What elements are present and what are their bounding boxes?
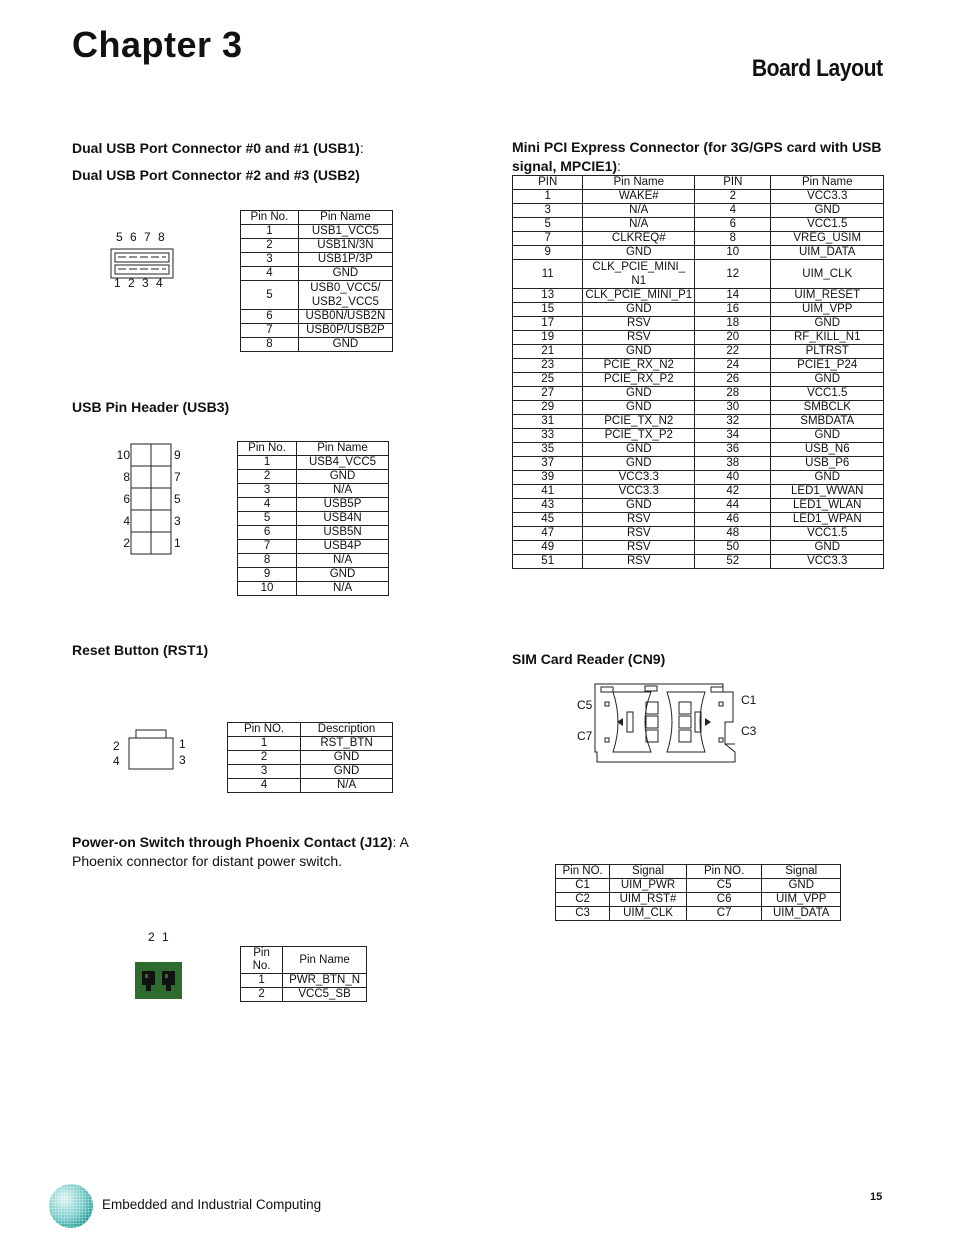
table-cell: RSV	[583, 513, 695, 527]
j12-pin-label: 2 1	[148, 930, 171, 944]
table-cell: 1	[241, 225, 299, 239]
table-cell: GND	[298, 267, 392, 281]
table-row	[513, 303, 884, 317]
table-cell: 11	[513, 260, 583, 289]
table-header-row	[556, 865, 841, 879]
table-cell: USB4P	[297, 540, 389, 554]
table-row	[513, 204, 884, 218]
table-row	[241, 253, 393, 267]
company-logo-icon	[48, 1183, 94, 1229]
table-cell: 43	[513, 499, 583, 513]
table-cell: CLKREQ#	[583, 232, 695, 246]
table-cell: 5	[513, 218, 583, 232]
table-cell: UIM_RST#	[610, 893, 687, 907]
table-cell: 4	[228, 779, 301, 793]
table-cell: WAKE#	[583, 190, 695, 204]
table-row	[238, 470, 389, 484]
table-cell: PCIE_TX_N2	[583, 415, 695, 429]
table-cell: 21	[513, 345, 583, 359]
mpcie-pin-table	[512, 175, 884, 569]
phoenix-connector-diagram	[135, 962, 183, 1000]
table-header-cell: Pin No.	[238, 442, 297, 456]
table-cell: LED1_WPAN	[771, 513, 884, 527]
table-cell: 3	[238, 484, 297, 498]
usb12-top-pins: 5 6 7 8	[116, 230, 167, 244]
table-header-row	[238, 442, 389, 456]
table-cell: 7	[513, 232, 583, 246]
table-cell: GND	[583, 345, 695, 359]
table-row	[513, 443, 884, 457]
table-cell: USB0_VCC5/ USB2_VCC5	[298, 281, 392, 310]
table-row	[513, 457, 884, 471]
table-cell: 3	[241, 253, 299, 267]
j12-pin-table	[240, 946, 367, 1002]
table-header-cell: Pin Name	[583, 176, 695, 190]
table-cell: PCIE1_P24	[771, 359, 884, 373]
table-cell: 3	[228, 765, 301, 779]
table-cell: 4	[241, 267, 299, 281]
sim-pin-table	[555, 864, 841, 921]
table-cell: UIM_CLK	[771, 260, 884, 289]
table-header-cell: Pin NO.	[228, 723, 301, 737]
usb12-bottom-pins: 1 2 3 4	[114, 276, 165, 290]
table-cell: 12	[695, 260, 771, 289]
table-cell: 39	[513, 471, 583, 485]
table-cell: 50	[695, 541, 771, 555]
table-row	[513, 359, 884, 373]
table-cell: C5	[686, 879, 762, 893]
table-cell: N/A	[583, 218, 695, 232]
table-cell: 29	[513, 401, 583, 415]
table-header-cell: Description	[301, 723, 393, 737]
table-header-cell: Pin Name	[771, 176, 884, 190]
table-cell: 38	[695, 457, 771, 471]
table-row	[241, 974, 367, 988]
table-row	[241, 338, 393, 352]
table-cell: N/A	[583, 204, 695, 218]
table-cell: 20	[695, 331, 771, 345]
table-cell: USB5P	[297, 498, 389, 512]
table-cell: 5	[238, 512, 297, 526]
usb3-pin-label: 10	[116, 448, 130, 462]
table-cell: LED1_WLAN	[771, 499, 884, 513]
table-row	[228, 751, 393, 765]
table-cell: 41	[513, 485, 583, 499]
table-header-row	[228, 723, 393, 737]
table-cell: 23	[513, 359, 583, 373]
sim-card-reader-diagram	[593, 682, 739, 764]
table-cell: 49	[513, 541, 583, 555]
table-cell: C3	[556, 907, 610, 921]
table-cell: SMBDATA	[771, 415, 884, 429]
sim-label-c1: C1	[741, 693, 757, 707]
table-row	[513, 260, 884, 289]
usb3-pin-label: 8	[123, 470, 130, 484]
table-cell: 10	[695, 246, 771, 260]
table-row	[513, 471, 884, 485]
table-cell: 26	[695, 373, 771, 387]
table-cell: GND	[583, 401, 695, 415]
table-cell: USB_N6	[771, 443, 884, 457]
table-cell: GND	[301, 765, 393, 779]
table-cell: N/A	[297, 582, 389, 596]
table-cell: USB_P6	[771, 457, 884, 471]
table-cell: 13	[513, 289, 583, 303]
table-cell: N/A	[301, 779, 393, 793]
table-cell: 19	[513, 331, 583, 345]
table-cell: 22	[695, 345, 771, 359]
table-cell: 34	[695, 429, 771, 443]
usb3-left-pins	[116, 444, 130, 554]
table-cell: 3	[513, 204, 583, 218]
table-row	[513, 331, 884, 345]
table-cell: UIM_VPP	[762, 893, 841, 907]
j12-paragraph: Power-on Switch through Phoenix Contact (J12): A Phoenix connector for distant power switch.	[72, 834, 409, 869]
table-row	[513, 345, 884, 359]
table-cell: VCC3.3	[771, 190, 884, 204]
table-cell: 24	[695, 359, 771, 373]
table-row	[238, 554, 389, 568]
usb3-pin-label: 3	[174, 514, 181, 528]
table-row	[238, 568, 389, 582]
table-cell: PCIE_RX_N2	[583, 359, 695, 373]
table-cell: GND	[297, 568, 389, 582]
table-cell: C2	[556, 893, 610, 907]
table-cell: SMBCLK	[771, 401, 884, 415]
table-cell: 7	[241, 324, 299, 338]
table-cell: 36	[695, 443, 771, 457]
table-cell: 28	[695, 387, 771, 401]
table-cell: USB0P/USB2P	[298, 324, 392, 338]
table-cell: 35	[513, 443, 583, 457]
table-cell: 1	[238, 456, 297, 470]
table-cell: 46	[695, 513, 771, 527]
table-cell: RSV	[583, 317, 695, 331]
footer-text: Embedded and Industrial Computing	[102, 1197, 322, 1212]
table-row	[513, 387, 884, 401]
table-cell: 33	[513, 429, 583, 443]
table-row	[241, 310, 393, 324]
table-cell: GND	[298, 338, 392, 352]
table-header-cell: Pin NO.	[686, 865, 762, 879]
table-cell: USB5N	[297, 526, 389, 540]
table-cell: USB1N/3N	[298, 239, 392, 253]
table-cell: 44	[695, 499, 771, 513]
table-row	[513, 541, 884, 555]
table-row	[513, 317, 884, 331]
table-row	[556, 879, 841, 893]
table-cell: 40	[695, 471, 771, 485]
table-cell: 16	[695, 303, 771, 317]
table-cell: 8	[695, 232, 771, 246]
table-cell: GND	[771, 429, 884, 443]
table-cell: RSV	[583, 541, 695, 555]
table-cell: 31	[513, 415, 583, 429]
section-title: Board Layout	[752, 55, 883, 82]
table-row	[241, 239, 393, 253]
table-row	[556, 907, 841, 921]
table-row	[513, 289, 884, 303]
table-cell: UIM_PWR	[610, 879, 687, 893]
table-cell: C7	[686, 907, 762, 921]
table-cell: VCC3.3	[771, 555, 884, 569]
usb3-pin-label: 2	[123, 536, 130, 550]
table-cell: 15	[513, 303, 583, 317]
table-row	[238, 582, 389, 596]
table-cell: UIM_VPP	[771, 303, 884, 317]
usb3-pin-label: 5	[174, 492, 181, 506]
table-cell: PCIE_TX_P2	[583, 429, 695, 443]
table-cell: 42	[695, 485, 771, 499]
table-cell: GND	[762, 879, 841, 893]
table-cell: RF_KILL_N1	[771, 331, 884, 345]
table-cell: GND	[583, 303, 695, 317]
table-row	[238, 484, 389, 498]
table-cell: GND	[771, 317, 884, 331]
usb2-heading: Dual USB Port Connector #2 and #3 (USB2)	[72, 167, 360, 183]
table-cell: 48	[695, 527, 771, 541]
table-header-cell: PIN	[695, 176, 771, 190]
table-cell: 25	[513, 373, 583, 387]
table-cell: GND	[583, 443, 695, 457]
table-row	[241, 267, 393, 281]
table-cell: 5	[241, 281, 299, 310]
table-cell: GND	[771, 373, 884, 387]
table-row	[238, 526, 389, 540]
sim-label-c3: C3	[741, 724, 757, 738]
table-row	[513, 373, 884, 387]
table-cell: PWR_BTN_N	[283, 974, 367, 988]
sim-heading: SIM Card Reader (CN9)	[512, 651, 666, 667]
table-cell: UIM_CLK	[610, 907, 687, 921]
table-row	[513, 527, 884, 541]
table-cell: UIM_RESET	[771, 289, 884, 303]
rst1-pin-label: 3	[179, 753, 186, 767]
table-cell: 1	[513, 190, 583, 204]
table-cell: 17	[513, 317, 583, 331]
table-cell: GND	[583, 387, 695, 401]
table-header-cell: Signal	[762, 865, 841, 879]
table-cell: 8	[238, 554, 297, 568]
table-cell: 2	[241, 239, 299, 253]
table-cell: VCC3.3	[583, 485, 695, 499]
table-cell: RSV	[583, 527, 695, 541]
table-cell: USB4N	[297, 512, 389, 526]
table-cell: 1	[228, 737, 301, 751]
table-cell: VREG_USIM	[771, 232, 884, 246]
reset-button-diagram	[128, 729, 176, 771]
table-cell: 6	[241, 310, 299, 324]
table-row	[513, 218, 884, 232]
table-cell: VCC1.5	[771, 527, 884, 541]
chapter-title: Chapter 3	[72, 24, 243, 65]
table-cell: VCC3.3	[583, 471, 695, 485]
table-cell: USB1_VCC5	[298, 225, 392, 239]
table-header-row	[241, 947, 367, 974]
table-cell: USB1P/3P	[298, 253, 392, 267]
table-cell: 1	[241, 974, 283, 988]
table-cell: PCIE_RX_P2	[583, 373, 695, 387]
table-row	[241, 324, 393, 338]
table-cell: 27	[513, 387, 583, 401]
table-row	[238, 512, 389, 526]
table-cell: N/A	[297, 484, 389, 498]
usb3-header-diagram	[130, 443, 172, 555]
table-row	[513, 555, 884, 569]
table-header-row	[241, 211, 393, 225]
table-row	[241, 281, 393, 310]
table-header-cell: Pin Name	[283, 947, 367, 974]
table-cell: GND	[583, 246, 695, 260]
table-row	[513, 415, 884, 429]
table-row	[556, 893, 841, 907]
rst1-pin-label: 1	[179, 737, 186, 751]
table-cell: GND	[297, 470, 389, 484]
table-cell: 9	[513, 246, 583, 260]
table-cell: UIM_DATA	[771, 246, 884, 260]
table-cell: VCC5_SB	[283, 988, 367, 1002]
table-cell: N/A	[297, 554, 389, 568]
table-row	[513, 246, 884, 260]
table-header-cell: Pin NO.	[556, 865, 610, 879]
usb3-pin-label: 6	[123, 492, 130, 506]
sim-label-c5: C5	[577, 698, 593, 712]
table-cell: GND	[301, 751, 393, 765]
table-row	[513, 499, 884, 513]
table-cell: 2	[228, 751, 301, 765]
table-cell: C6	[686, 893, 762, 907]
table-header-cell: Pin Name	[297, 442, 389, 456]
table-cell: VCC1.5	[771, 387, 884, 401]
usb3-pin-label: 4	[123, 514, 130, 528]
table-header-cell: Pin Name	[298, 211, 392, 225]
rst1-pin-label: 4	[113, 754, 120, 768]
table-row	[513, 429, 884, 443]
table-row	[238, 540, 389, 554]
usb3-heading: USB Pin Header (USB3)	[72, 399, 230, 415]
table-cell: 18	[695, 317, 771, 331]
table-cell: 4	[695, 204, 771, 218]
table-row	[238, 456, 389, 470]
usb1-heading: Dual USB Port Connector #0 and #1 (USB1):	[72, 140, 364, 156]
usb3-pin-label: 9	[174, 448, 181, 462]
table-row	[513, 190, 884, 204]
table-header-cell: Pin No.	[241, 211, 299, 225]
usb3-pin-label: 7	[174, 470, 181, 484]
table-cell: 7	[238, 540, 297, 554]
table-cell: 2	[238, 470, 297, 484]
rst1-pin-table	[227, 722, 393, 793]
table-cell: USB0N/USB2N	[298, 310, 392, 324]
table-row	[241, 225, 393, 239]
table-row	[228, 737, 393, 751]
sim-label-c7: C7	[577, 729, 593, 743]
table-cell: GND	[583, 457, 695, 471]
table-row	[513, 513, 884, 527]
mpcie-heading: Mini PCI Express Connector (for 3G/GPS card with USB signal, MPCIE1):	[512, 139, 882, 174]
table-cell: GND	[771, 471, 884, 485]
table-cell: GND	[583, 499, 695, 513]
table-cell: UIM_DATA	[762, 907, 841, 921]
usb3-pin-table	[237, 441, 389, 596]
table-cell: 6	[238, 526, 297, 540]
table-header-cell: Pin No.	[241, 947, 283, 974]
table-row	[238, 498, 389, 512]
table-cell: 30	[695, 401, 771, 415]
usb3-pin-label: 1	[174, 536, 181, 550]
table-cell: 32	[695, 415, 771, 429]
table-cell: CLK_PCIE_MINI_P1	[583, 289, 695, 303]
table-cell: 4	[238, 498, 297, 512]
table-row	[241, 988, 367, 1002]
table-cell: 2	[695, 190, 771, 204]
table-cell: CLK_PCIE_MINI_ N1	[583, 260, 695, 289]
table-row	[228, 779, 393, 793]
table-row	[228, 765, 393, 779]
table-cell: VCC1.5	[771, 218, 884, 232]
table-cell: RSV	[583, 331, 695, 345]
rst1-heading: Reset Button (RST1)	[72, 642, 209, 658]
table-row	[513, 232, 884, 246]
table-row	[513, 485, 884, 499]
page-number: 15	[870, 1191, 883, 1203]
usb3-right-pins	[174, 444, 188, 554]
table-cell: GND	[771, 204, 884, 218]
usb12-pin-table	[240, 210, 393, 352]
table-row	[513, 401, 884, 415]
rst1-pin-label: 2	[113, 739, 120, 753]
table-header-cell: PIN	[513, 176, 583, 190]
table-cell: 2	[241, 988, 283, 1002]
table-cell: 6	[695, 218, 771, 232]
table-cell: 37	[513, 457, 583, 471]
table-cell: 9	[238, 568, 297, 582]
table-cell: 51	[513, 555, 583, 569]
table-cell: 8	[241, 338, 299, 352]
table-cell: LED1_WWAN	[771, 485, 884, 499]
table-cell: 10	[238, 582, 297, 596]
table-cell: GND	[771, 541, 884, 555]
table-cell: 52	[695, 555, 771, 569]
table-cell: PLTRST	[771, 345, 884, 359]
table-cell: USB4_VCC5	[297, 456, 389, 470]
table-cell: RSV	[583, 555, 695, 569]
table-header-cell: Signal	[610, 865, 687, 879]
table-cell: 47	[513, 527, 583, 541]
table-header-row	[513, 176, 884, 190]
table-cell: C1	[556, 879, 610, 893]
table-cell: RST_BTN	[301, 737, 393, 751]
table-cell: 45	[513, 513, 583, 527]
table-cell: 14	[695, 289, 771, 303]
